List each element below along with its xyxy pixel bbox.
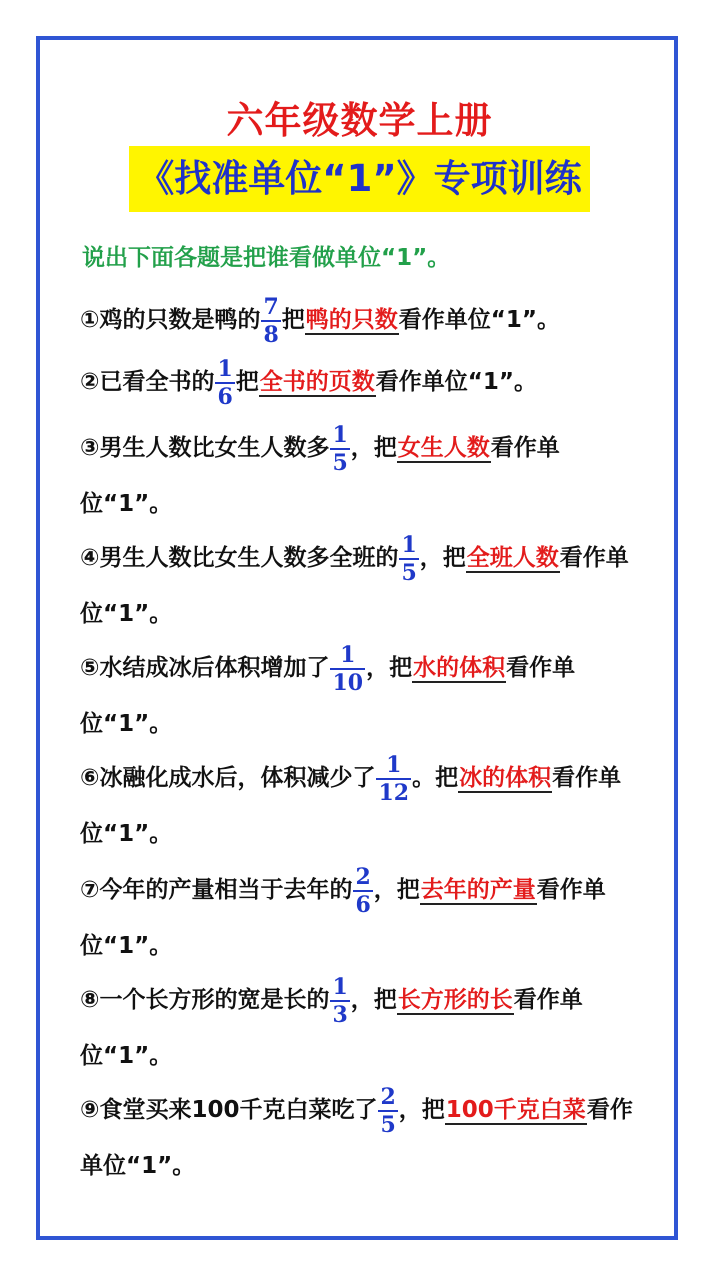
fraction-denominator: 8	[263, 321, 279, 348]
fraction-numerator: 1	[340, 641, 356, 668]
answer-text: 全班人数	[466, 545, 559, 571]
item-text: ，把	[419, 545, 466, 571]
subtitle-wrapper	[0, 146, 719, 212]
item-text: 看作单位“1”。	[80, 435, 560, 517]
fraction-denominator: 6	[355, 891, 371, 918]
fraction-denominator: 5	[332, 449, 348, 476]
answer-text: 去年的产量	[420, 877, 536, 903]
item-text: 把	[281, 307, 305, 333]
item-text: ⑧一个长方形的宽是长的	[80, 987, 330, 1013]
answer-text: 鸭的只数	[305, 307, 398, 333]
instruction-text: 说出下面各题是把谁看做单位“1”。	[82, 245, 451, 271]
item-text: 看作单位“1”。	[80, 987, 583, 1069]
fraction	[330, 421, 349, 476]
fraction	[330, 641, 365, 696]
page-subtitle: 《找准单位“1”》专项训练	[129, 146, 589, 212]
item-text: 。把	[412, 765, 459, 791]
fraction-numerator: 1	[332, 973, 348, 1000]
answer-text: 100千克白菜	[445, 1097, 586, 1123]
answer-text: 女生人数	[397, 435, 490, 461]
item-text: 看作单位“1”。	[80, 765, 622, 847]
item-text: ⑨食堂买来100千克白菜吃了	[80, 1097, 378, 1123]
item-text: ，把	[350, 987, 397, 1013]
fraction-numerator: 1	[401, 531, 417, 558]
item-text: ①鸡的只数是鸭的	[80, 307, 261, 333]
exercise-item-2	[80, 354, 640, 410]
fraction-numerator: 7	[263, 293, 279, 320]
item-text: 看作单位“1”。	[80, 877, 606, 959]
fraction-numerator: 1	[386, 751, 402, 778]
item-text: ，把	[373, 877, 420, 903]
item-text: ，把	[350, 435, 397, 461]
page-title: 六年级数学上册	[226, 99, 493, 142]
fraction-numerator: 2	[380, 1083, 396, 1110]
item-text: 把	[235, 369, 259, 395]
item-text: ⑤水结成冰后体积增加了	[80, 655, 330, 681]
item-text: ，把	[398, 1097, 445, 1123]
item-text: ⑥冰融化成水后，体积减少了	[80, 765, 376, 791]
fraction-denominator: 3	[332, 1001, 348, 1028]
exercise-item-1	[80, 292, 640, 348]
fraction	[261, 293, 280, 348]
fraction	[378, 1083, 397, 1138]
exercise-item-8	[80, 972, 640, 1084]
exercise-item-3	[80, 420, 640, 532]
item-text: ，把	[366, 655, 413, 681]
item-text: ②已看全书的	[80, 369, 215, 395]
fraction	[330, 973, 349, 1028]
item-text: 看作单位“1”。	[80, 1097, 633, 1179]
answer-text: 冰的体积	[459, 765, 552, 791]
answer-text: 长方形的长	[397, 987, 513, 1013]
fraction	[376, 751, 411, 806]
fraction	[215, 355, 234, 410]
exercise-item-7	[80, 862, 640, 974]
item-text: 看作单位“1”。	[375, 369, 538, 395]
item-text: 看作单位“1”。	[80, 545, 629, 627]
fraction-denominator: 5	[401, 559, 417, 586]
item-text: ⑦今年的产量相当于去年的	[80, 877, 353, 903]
item-text: ③男生人数比女生人数多	[80, 435, 330, 461]
fraction-numerator: 2	[355, 863, 371, 890]
item-text: 看作单位“1”。	[80, 655, 576, 737]
item-text: 看作单位“1”。	[398, 307, 561, 333]
answer-text: 水的体积	[413, 655, 506, 681]
fraction-denominator: 5	[380, 1111, 396, 1138]
exercise-item-6	[80, 750, 640, 862]
fraction-denominator: 12	[378, 779, 410, 806]
exercise-item-5	[80, 640, 640, 752]
fraction	[399, 531, 418, 586]
fraction	[353, 863, 372, 918]
exercise-item-4	[80, 530, 640, 642]
fraction-numerator: 1	[217, 355, 233, 382]
answer-text: 全书的页数	[259, 369, 375, 395]
item-text: ④男生人数比女生人数多全班的	[80, 545, 399, 571]
fraction-denominator: 6	[217, 383, 233, 410]
exercise-item-9	[80, 1082, 640, 1194]
fraction-numerator: 1	[332, 421, 348, 448]
fraction-denominator: 10	[332, 669, 364, 696]
